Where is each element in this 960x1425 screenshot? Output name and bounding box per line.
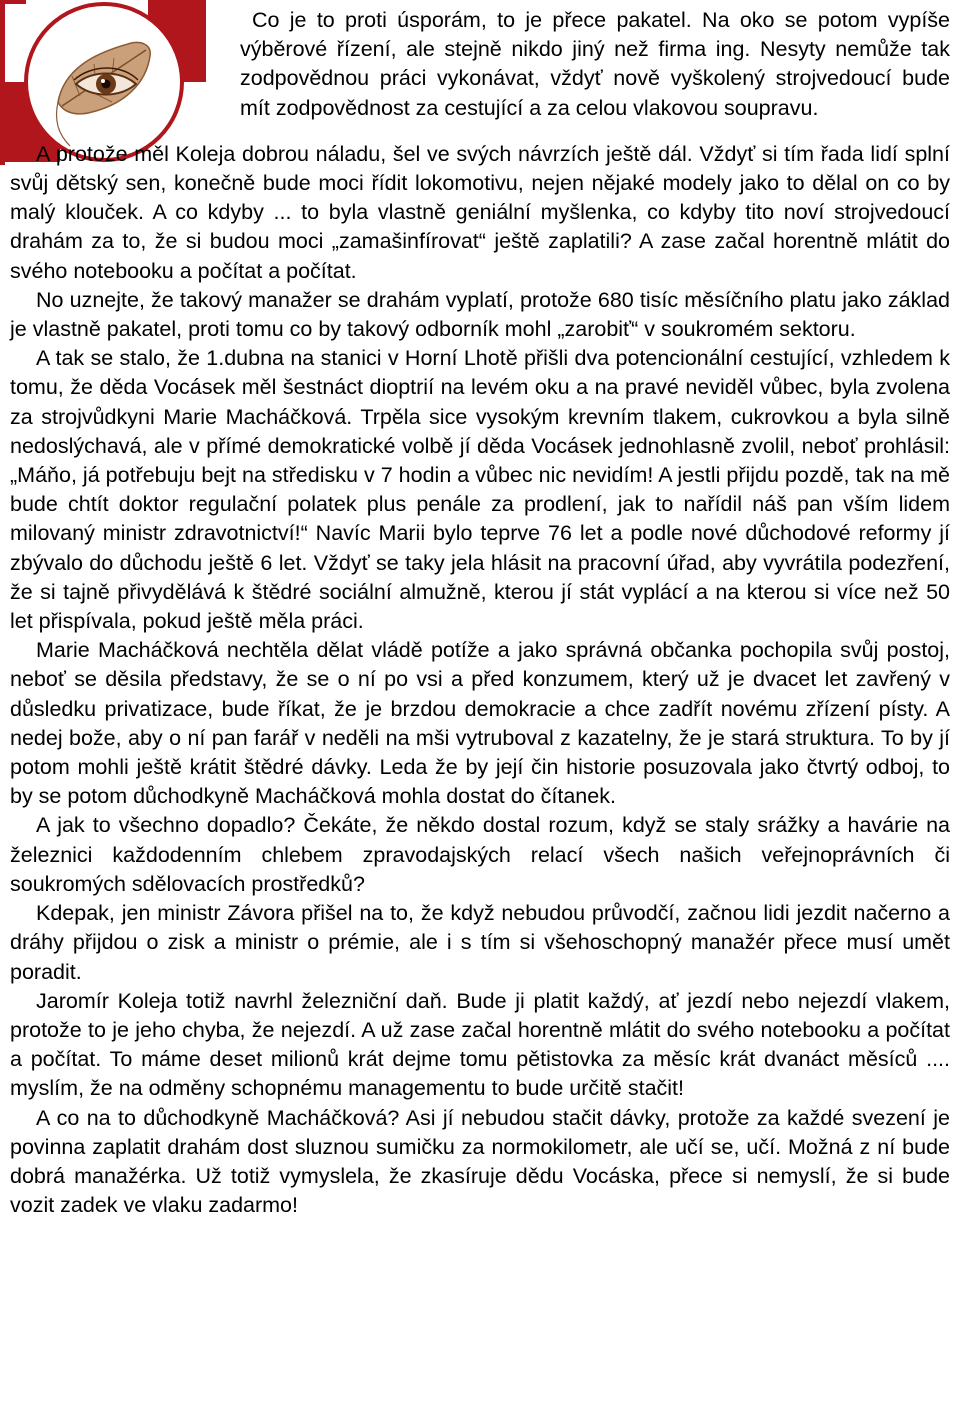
paragraph: Marie Macháčková nechtěla dělat vládě potíže a jako správná občanka pochopila svůj postoj, neboť se děsila představy, že se o ní po vsi a před konzumem, který už je dvacet let zavřený v důsledku privatizace, bude říkat, že je brzdou demokracie a chce zadřít novému zřízení písty. A nedej bože, aby o ní pan farář v neděli na mši vytruboval z kazatelny, že je stará struktura. To by jí potom mohli ještě krátit štědré dávky. Leda že by její čin historie posuzovala jako čtvrtý odboj, to by se potom důchodkyně Macháčková mohla dostat do čítanek. — [10, 638, 950, 809]
article-body — [10, 6, 950, 1220]
paragraph: A protože měl Koleja dobrou náladu, šel ve svých návrzích ještě dál. Vždyť si tím řada lidí splní svůj dětský sen, konečně bude moci řídit lokomotivu, nejen nějaké modely jako to dělal on co by malý klouček. A co kdyby ... to byla vlastně geniální myšlenka, co kdyby tito noví strojvedoucí drahám za to, že si budou moci „zamašinfírovat“ ještě zaplatili? A zase začal horentně mlátit do svého notebooku a počítat a počítat. — [10, 141, 950, 283]
paragraph: A co na to důchodkyně Macháčková? Asi jí nebudou stačit dávky, protože za každé svezení je povinna zaplatit drahám dost sluznou sumičku za normokilometr, ale učí se, učí. Možná z ní bude dobrá manažérka. Už totiž vymyslela, že zkasírujе dědu Vocáska, přece si nemyslí, že si bude vozit zadek ve vlaku zadarmo! — [10, 1105, 950, 1218]
paragraph: Co je to proti úsporám, to je přece pakatel. Na oko se potom vypíše výběrové řízení, ale stejně nikdo jiný než firma ing. Nesyty nemůže tak zodpovědnou práci vykonávat, vždyť nově vyškolený strojvedoucí bude mít zodpovědnost za cestující a za celou vlakovou soupravu. — [240, 8, 950, 120]
paragraph: Jaromír Koleja totiž navrhl železniční daň. Bude ji platit každý, ať jezdí nebo nejezdí vlakem, protože to je jeho chyba, že nejezdí. A už zase začal horentně mlátit do svého notebooku a počítat a počítat. To máme deset milionů krát dejme tomu pětistovka za měsíc krát dvanáct měsíců .... myslím, že na odměny schopnému managementu to bude určitě stačit! — [10, 988, 950, 1101]
paragraph: No uznejte, že takový manažer se drahám vyplatí, protože 680 tisíc měsíčního platu jako základ je vlastně pakatel, proti tomu co by takový odborník mohl „zarobiť“ v soukromém sektoru. — [10, 287, 950, 342]
paragraph: A jak to všechno dopadlo? Čekáte, že někdo dostal rozum, když se staly srážky a havárie na železnici každodenním chlebem zpravodajských relací všech našich veřejnoprávních či soukromých sdělovacích prostředků? — [10, 813, 950, 896]
paragraph: Kdepak, jen ministr Závora přišel na to, že když nebudou průvodčí, začnou lidi jezdit načerno a dráhy přijdou o zisk a ministr o prémie, ale i s tím si všehoschopný manažér přece musí umět poradit. — [10, 901, 950, 984]
paragraph: A tak se stalo, že 1.dubna na stanici v Horní Lhotě přišli dva potencionální cestující, vzhledem k tomu, že děda Vocásek měl šestnáct dioptrií na levém oku a na pravé neviděl vůbec, byla zvolena za strojvůdkyni Marie Macháčková. Trpěla sice vysokým krevním tlakem, cukrovkou a byla silně nedoslýchavá, ale v přímé demokratické volbě jí děda Vocásek jednohlasně zvolil, neboť prohlásil: „Máňo, já potřebuju bejt na středisku v 7 hodin a vůbec nic nevidím! A jestli přijdu pozdě, tak na mě bude chtít doktor regulační polatek plus penále za prodlení, jak to nařídil náš pan vším lidem milovaný ministr zdravotnictví!“ Navíc Marii bylo teprve 76 let a podle nové důchodové reformy jí zbývalo do důchodu ještě 6 let. Vždyť se taky jela hlásit na pracovní úřad, aby vyvrátila podezření, že si tajně přivydělává k štědré sociální almužně, kterou jí stát vyplácí a na kterou si více než 50 let přispívala, pokud ještě měla práci. — [10, 346, 950, 634]
